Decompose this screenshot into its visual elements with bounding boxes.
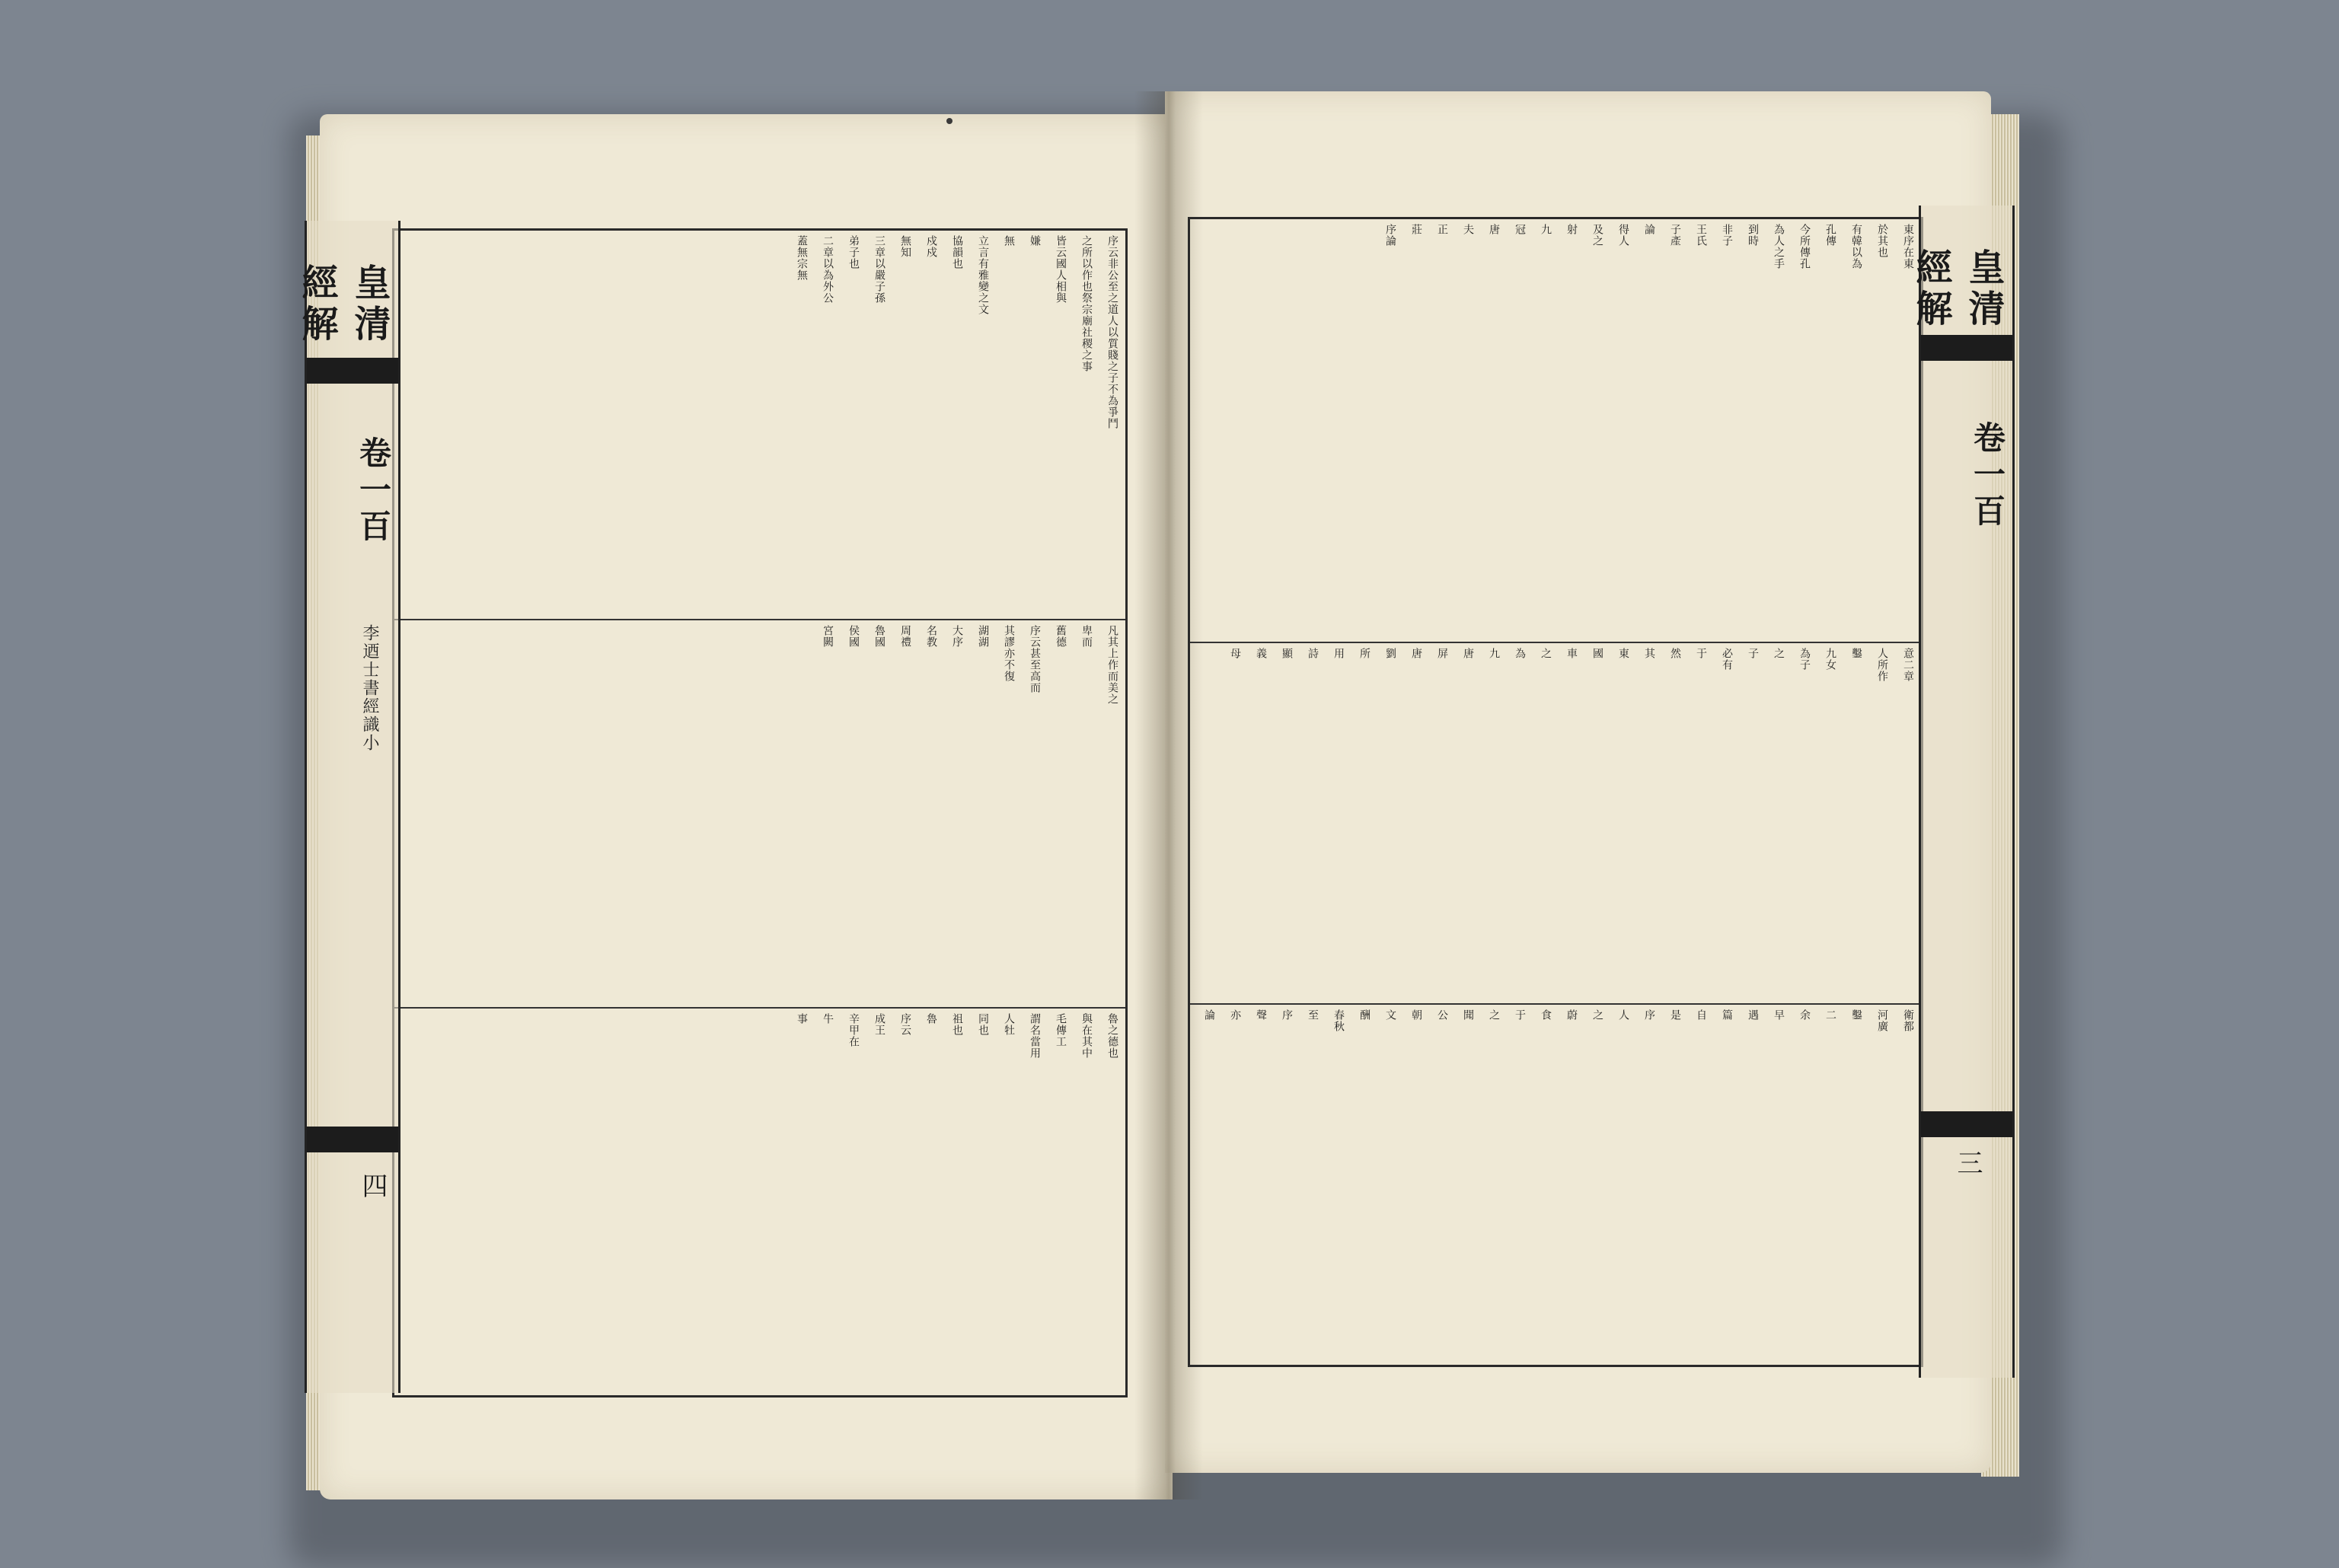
text-column: 意二章 xyxy=(1902,648,1914,682)
text-column: 協韻也 xyxy=(951,235,963,269)
text-column: 國 xyxy=(1591,648,1603,659)
text-column: 今所傳孔 xyxy=(1798,224,1811,269)
right-folio-number: 三 xyxy=(1952,1149,1983,1175)
text-column: 得人 xyxy=(1617,224,1629,247)
text-column: 之 xyxy=(1591,1009,1603,1021)
text-column: 其謬亦不復 xyxy=(1003,625,1015,682)
text-column: 鑿 xyxy=(1850,1009,1862,1021)
left-band-3 xyxy=(394,1009,1125,1395)
text-column: 及之 xyxy=(1591,224,1603,247)
text-column: 蔚 xyxy=(1565,1009,1578,1021)
right-fishtail-bottom xyxy=(1921,1111,2012,1137)
text-column: 有韓以為 xyxy=(1850,224,1862,269)
text-column: 鑿 xyxy=(1850,648,1862,659)
text-column: 人牡 xyxy=(1003,1013,1015,1036)
text-column: 序云 xyxy=(899,1013,911,1036)
right-banner-volume: 卷一百 xyxy=(1969,421,2006,531)
text-column: 舊德 xyxy=(1055,625,1067,648)
left-credit-line: 李迺士書經識小 xyxy=(360,624,379,752)
text-column: 亦 xyxy=(1229,1009,1241,1021)
text-column: 春秋 xyxy=(1332,1009,1345,1032)
right-band-3 xyxy=(1190,1005,1921,1365)
text-column: 屏 xyxy=(1436,648,1448,659)
text-column: 之 xyxy=(1540,648,1552,659)
text-column: 辛甲在 xyxy=(847,1013,860,1047)
text-column: 事 xyxy=(796,1013,808,1025)
text-column: 弟子也 xyxy=(847,235,860,269)
text-column: 皆云國人相與 xyxy=(1055,235,1067,304)
text-column: 之 xyxy=(1488,1009,1500,1021)
text-column: 早 xyxy=(1773,1009,1785,1021)
text-column: 卑而 xyxy=(1080,625,1093,648)
text-column: 唐 xyxy=(1462,648,1474,659)
text-column: 東 xyxy=(1617,648,1629,659)
text-column: 母 xyxy=(1229,648,1241,659)
text-column: 篇 xyxy=(1721,1009,1733,1021)
text-column: 孔傳 xyxy=(1824,224,1836,247)
text-column: 九 xyxy=(1540,224,1552,235)
text-column: 然 xyxy=(1669,648,1681,659)
text-column: 為 xyxy=(1514,648,1526,659)
text-column: 子產 xyxy=(1669,224,1681,247)
text-column: 是 xyxy=(1669,1009,1681,1021)
left-folio-number: 四 xyxy=(357,1172,388,1198)
text-column: 凡其上作而美之 xyxy=(1106,625,1118,705)
text-column: 衛都 xyxy=(1902,1009,1914,1032)
text-column: 車 xyxy=(1565,648,1578,659)
text-column: 于 xyxy=(1695,648,1707,659)
text-column: 同也 xyxy=(977,1013,989,1036)
text-column: 自 xyxy=(1695,1009,1707,1021)
text-column: 宮闕 xyxy=(822,625,834,648)
text-column: 至 xyxy=(1307,1009,1319,1021)
right-band-1 xyxy=(1190,219,1921,642)
text-column: 遇 xyxy=(1747,1009,1759,1021)
text-column: 二 xyxy=(1824,1009,1836,1021)
right-band-2 xyxy=(1190,643,1921,1003)
text-column: 周禮 xyxy=(899,625,911,648)
text-column: 序 xyxy=(1281,1009,1293,1021)
text-column: 湖湖 xyxy=(977,625,989,648)
text-column: 毛傳工 xyxy=(1055,1013,1067,1047)
left-band-1 xyxy=(394,231,1125,619)
left-banner-title: 皇清經解 xyxy=(295,263,391,346)
text-column: 東序在東 xyxy=(1902,224,1914,269)
text-column: 夫 xyxy=(1462,224,1474,235)
ink-spot xyxy=(946,118,953,124)
left-text-frame xyxy=(392,228,1128,1397)
text-column: 劉 xyxy=(1384,648,1396,659)
text-column: 子 xyxy=(1747,648,1759,659)
text-column: 名教 xyxy=(925,625,937,648)
text-column: 魯 xyxy=(925,1013,937,1025)
text-column: 為子 xyxy=(1798,648,1811,671)
right-text-frame xyxy=(1188,217,1923,1367)
text-column: 成王 xyxy=(873,1013,886,1036)
text-column: 必有 xyxy=(1721,648,1733,671)
text-column: 正 xyxy=(1436,224,1448,235)
right-banner-column xyxy=(1910,206,2015,1378)
text-column: 三章以嚴子孫 xyxy=(873,235,886,304)
text-column: 莊 xyxy=(1410,224,1422,235)
text-column: 論 xyxy=(1643,224,1655,235)
text-column: 非子 xyxy=(1721,224,1733,247)
text-column: 唐 xyxy=(1488,224,1500,235)
text-column: 序論 xyxy=(1384,224,1396,247)
text-column: 侯國 xyxy=(847,625,860,648)
text-column: 之 xyxy=(1773,648,1785,659)
text-column: 人所作 xyxy=(1876,648,1888,682)
text-column: 顯 xyxy=(1281,648,1293,659)
text-column: 到時 xyxy=(1747,224,1759,247)
text-column: 戍戍 xyxy=(925,235,937,258)
text-column: 九女 xyxy=(1824,648,1836,671)
text-column: 於其也 xyxy=(1876,224,1888,258)
left-band-2 xyxy=(394,620,1125,1007)
text-column: 謂名當用 xyxy=(1029,1013,1041,1059)
text-column: 嫌 xyxy=(1029,235,1041,247)
text-column: 文 xyxy=(1384,1009,1396,1021)
text-column: 序云非公至之道人以質賤之子不為爭鬥 xyxy=(1106,235,1118,429)
text-column: 朝 xyxy=(1410,1009,1422,1021)
text-column: 大序 xyxy=(951,625,963,648)
left-banner-volume: 卷一百 xyxy=(355,436,392,546)
text-column: 所 xyxy=(1358,648,1371,659)
text-column: 牛 xyxy=(822,1013,834,1025)
text-column: 聞 xyxy=(1462,1009,1474,1021)
text-column: 祖也 xyxy=(951,1013,963,1036)
text-column: 無 xyxy=(1003,235,1015,247)
text-column: 魯國 xyxy=(873,625,886,648)
left-fishtail-bottom xyxy=(307,1127,398,1152)
text-column: 之所以作也祭宗廟社稷之事 xyxy=(1080,235,1093,372)
text-column: 蓋無宗無 xyxy=(796,235,808,281)
text-column: 無知 xyxy=(899,235,911,258)
text-column: 用 xyxy=(1332,648,1345,659)
text-column: 論 xyxy=(1203,1009,1215,1021)
text-column: 公 xyxy=(1436,1009,1448,1021)
text-column: 射 xyxy=(1565,224,1578,235)
left-banner-column xyxy=(295,221,400,1393)
text-column: 序 xyxy=(1643,1009,1655,1021)
text-column: 食 xyxy=(1540,1009,1552,1021)
text-column: 王氏 xyxy=(1695,224,1707,247)
text-column: 九 xyxy=(1488,648,1500,659)
text-column: 立言有雅變之文 xyxy=(977,235,989,315)
text-column: 魯之德也 xyxy=(1106,1013,1118,1059)
text-column: 二章以為外公 xyxy=(822,235,834,304)
text-column: 為人之手 xyxy=(1773,224,1785,269)
text-column: 詩 xyxy=(1307,648,1319,659)
text-column: 余 xyxy=(1798,1009,1811,1021)
text-column: 義 xyxy=(1255,648,1267,659)
text-column: 與在其中 xyxy=(1080,1013,1093,1059)
text-column: 序云甚至高而 xyxy=(1029,625,1041,693)
right-banner-title: 皇清經解 xyxy=(1910,248,2005,330)
text-column: 其 xyxy=(1643,648,1655,659)
text-column: 于 xyxy=(1514,1009,1526,1021)
text-column: 唐 xyxy=(1410,648,1422,659)
text-column: 酬 xyxy=(1358,1009,1371,1021)
text-column: 冠 xyxy=(1514,224,1526,235)
text-column: 人 xyxy=(1617,1009,1629,1021)
text-column: 聲 xyxy=(1255,1009,1267,1021)
text-column: 河廣 xyxy=(1876,1009,1888,1032)
